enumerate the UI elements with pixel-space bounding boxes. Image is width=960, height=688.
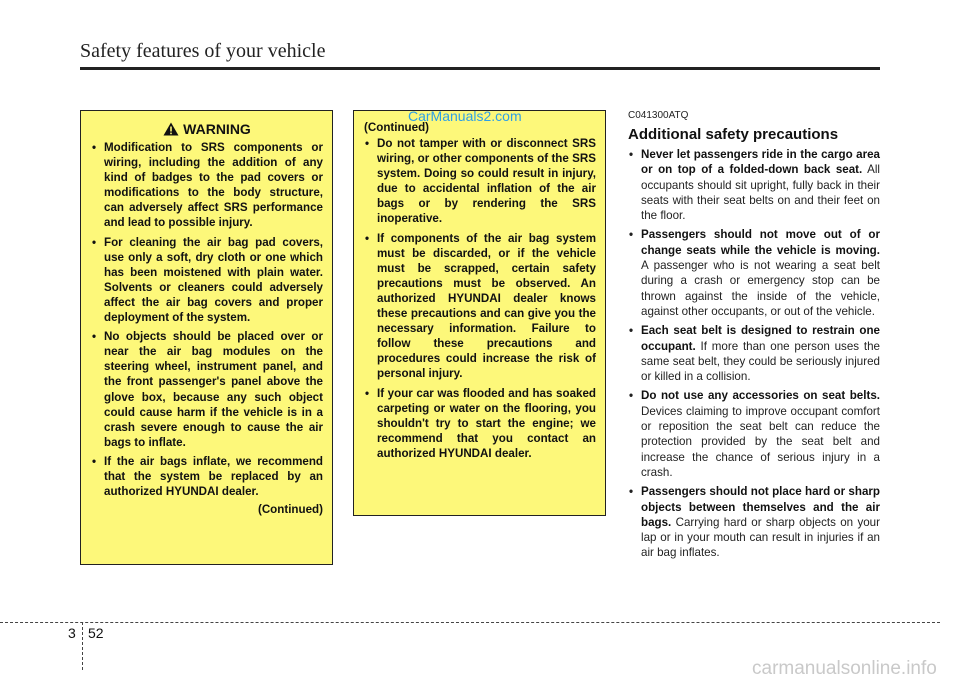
- list-item: • If your car was flooded and has soaked carpeting or water on the flooring, you shouldn't try to start the engine; we recommend that you contact an authorized HYUNDAI dealer.: [364, 386, 596, 461]
- warning-triangle-icon: [163, 122, 179, 136]
- continued-label: (Continued): [364, 121, 430, 134]
- warning-heading-text: WARNING: [183, 121, 251, 137]
- list-item-text: Carrying hard or sharp objects on your lap or in your mouth can result in injuries if an air bag inflates.: [641, 515, 880, 560]
- list-item-lead: Each seat belt is designed to restrain one occupant.: [641, 324, 880, 353]
- list-item: • If the air bags inflate, we recommend that the system be replaced by an authorized HYUNDAI dealer.: [91, 454, 323, 499]
- list-item: • If components of the air bag system must be discarded, or if the vehicle must be scrapped, certain safety precautions must be observed. An authorized HYUNDAI dealer knows these precautions and can give you the necessary information. Failure to follow these precautions and procedures could increase the risk of personal injury.: [364, 231, 596, 382]
- list-item-text: All occupants should sit upright, fully back in their seats with their seat belts on and their feet on the floor.: [641, 163, 880, 223]
- section-title: Additional safety precautions: [628, 126, 839, 143]
- list-item: • Modification to SRS components or wiring, including the addition of any kind of badges to the pad covers or modifications to the body structure, can adversely affect SRS performance and lead to possible injury.: [91, 140, 323, 231]
- list-item-lead: Passengers should not move out of or change seats while the vehicle is moving.: [641, 228, 880, 257]
- page-header-title: Safety features of your vehicle: [80, 40, 326, 62]
- precautions-list: [628, 147, 880, 561]
- list-item-lead: Passengers should not place hard or sharp objects between themselves and the air bags.: [641, 485, 880, 529]
- list-item-lead: Do not use any accessories on seat belts.: [641, 389, 880, 403]
- list-item: • No objects should be placed over or near the air bag modules on the steering wheel, instrument panel, and the front passenger's panel above the glove box, because any such object could cause harm if the vehicle is in a crash severe enough to cause the air bags to inflate.: [91, 329, 323, 450]
- warning-heading: [91, 121, 323, 137]
- list-item-text: Devices claiming to improve occupant comfort or reposition the seat belt can reduce the protection provided by the seat belt and increase the chance of serious injury in a crash.: [641, 404, 880, 479]
- page-number: 52: [88, 625, 104, 641]
- list-item: • For cleaning the air bag pad covers, use only a soft, dry cloth or one which has been moistened with plain water. Solvents or cleaners could adversely affect the air bag covers and proper deployment of the system.: [91, 235, 323, 326]
- header-rule: [80, 67, 880, 70]
- list-item-text: A passenger who is not wearing a seat belt during a crash or emergency stop can be thrown against the inside of the vehicle, against other occupants, or out of the vehicle.: [641, 259, 880, 318]
- list-item: [628, 227, 880, 319]
- list-item: [628, 484, 880, 560]
- chapter-number: 3: [68, 625, 76, 641]
- list-item: [628, 323, 880, 384]
- watermark-link[interactable]: CarManuals2.com: [408, 108, 522, 124]
- continued-label: (Continued): [257, 503, 323, 517]
- site-watermark: carmanualsonline.info: [752, 658, 937, 679]
- list-item: [628, 388, 880, 480]
- footer-rule: [0, 622, 940, 623]
- warning-box-continued: [353, 110, 606, 516]
- warning-box: [80, 110, 333, 565]
- precautions-section: [628, 110, 880, 565]
- list-item-lead: Never let passengers ride in the cargo area or on top of a folded-down back seat.: [641, 148, 880, 177]
- footer-divider: [82, 622, 83, 670]
- warning-list: [91, 140, 323, 499]
- warning-list: [364, 136, 596, 461]
- list-item: • Do not tamper with or disconnect SRS wiring, or other components of the SRS system. Doing so could result in injury, due to accidental inflation of the air bags or by rendering the SRS inoperative.: [364, 136, 596, 227]
- list-item-text: If more than one person uses the same seat belt, they could be seriously injured or killed in a collision.: [641, 339, 880, 384]
- section-code: C041300ATQ: [628, 110, 689, 121]
- list-item: [628, 147, 880, 223]
